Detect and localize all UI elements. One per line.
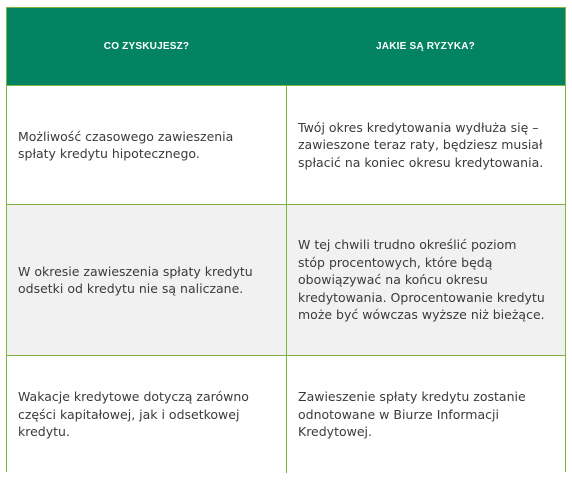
gain-text: W okresie zawieszenia spłaty kredytu odsetki od kredytu nie są naliczane. (18, 263, 253, 296)
table-row (7, 85, 565, 204)
gain-cell (7, 205, 286, 355)
risk-cell (286, 86, 565, 204)
comparison-table (6, 7, 566, 472)
gain-cell (7, 86, 286, 204)
header-gains: CO ZYSKUJESZ? (103, 41, 190, 52)
table-row (7, 204, 565, 355)
risk-text: Twój okres kredytowania wydłuża się – zawieszone teraz raty, będziesz musiał spłacić na koniec okresu kredytowania. (298, 119, 544, 170)
table-row (7, 355, 565, 473)
header-risks: JAKIE SĄ RYZYKA? (376, 41, 475, 52)
gain-text: Możliwość czasowego zawieszenia spłaty kredytu hipotecznego. (18, 128, 234, 161)
risk-text: W tej chwili trudno określić poziom stóp procentowych, które będą obowiązywać na końcu okresu kredytowania. Oprocentowanie kredytu może być wówczas wyższe niż bieżące. (298, 237, 545, 323)
risk-cell (286, 356, 565, 473)
gain-cell (7, 356, 286, 473)
table-header (7, 8, 565, 85)
risk-cell (286, 205, 565, 355)
gain-text: Wakacje kredytowe dotyczą zarówno części kapitałowej, jak i odsetkowej kredytu. (18, 389, 249, 440)
risk-text: Zawieszenie spłaty kredytu zostanie odnotowane w Biurze Informacji Kredytowej. (298, 389, 526, 440)
